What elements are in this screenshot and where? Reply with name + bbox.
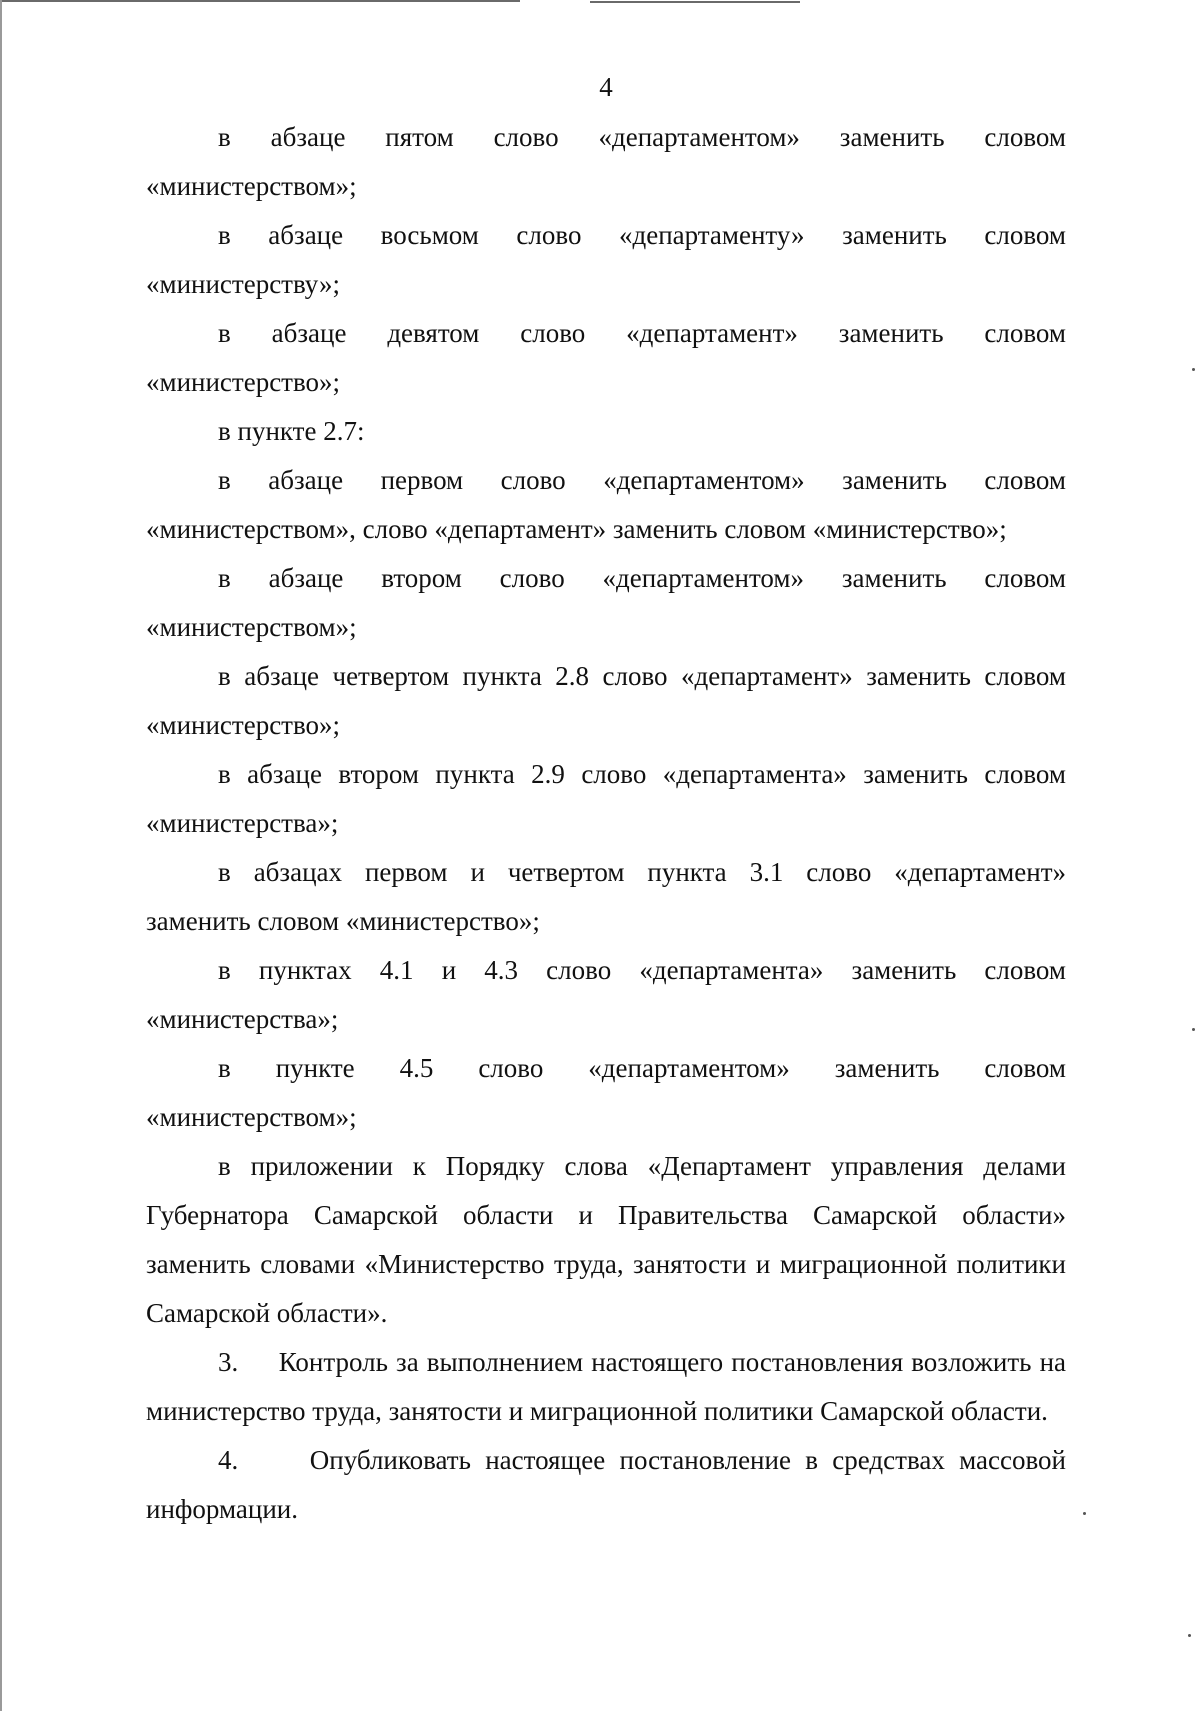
paragraph-first-line: в абзаце пятом слово «департаментом» заменить словом	[218, 122, 1066, 152]
paragraph-first-line: в абзаце первом слово «департаментом» заменить словом	[218, 465, 1066, 495]
clause-4-paragraph: 4. Опубликовать настоящее постановление в средствах массовой информации.	[146, 1445, 1066, 1524]
paragraph-continuation: «министерства»;	[146, 808, 339, 838]
scan-speck	[1192, 368, 1195, 371]
paragraph-continuation: «министерством», слово «департамент» заменить словом «министерство»;	[146, 514, 1007, 544]
amendment-paragraph	[146, 750, 1066, 848]
paragraph-continuation: «министерства»;	[146, 1004, 339, 1034]
amendment-paragraph	[146, 113, 1066, 211]
paragraph-continuation: «министерством»;	[146, 1102, 357, 1132]
paragraph-continuation: «министерство»;	[146, 367, 341, 397]
scan-speck	[1192, 1028, 1195, 1031]
amendment-paragraph: в приложении к Порядку слова «Департамент управления делами Губернатора Самарской области и Правительства Самарской области» заменить словами «Министерство труда, занятости и миграционной политики Самарской области».	[146, 1151, 1066, 1328]
paragraph-first-line: в пункте 4.5 слово «департаментом» заменить словом	[218, 1053, 1066, 1083]
paragraph-first-line: в абзаце восьмом слово «департаменту» заменить словом	[218, 220, 1066, 250]
amendment-paragraph	[146, 456, 1066, 554]
paragraph-first-line: в пунктах 4.1 и 4.3 слово «департамента» заменить словом	[218, 955, 1066, 985]
amendment-paragraph: в пункте 2.7:	[218, 416, 365, 446]
amendment-paragraph	[146, 652, 1066, 750]
amendment-paragraph	[146, 211, 1066, 309]
paragraph-continuation: «министерству»;	[146, 269, 340, 299]
page-number: 4	[599, 72, 613, 102]
scan-speck	[1188, 1634, 1191, 1637]
amendment-paragraph	[146, 309, 1066, 407]
paragraph-first-line: в абзаце четвертом пункта 2.8 слово «департамент» заменить словом	[218, 661, 1066, 691]
amendment-paragraph	[146, 1044, 1066, 1142]
scan-edge-left	[0, 0, 2, 1711]
scan-speck	[1083, 1512, 1086, 1515]
scan-edge-top-right	[590, 1, 800, 3]
document-body	[146, 113, 1066, 1534]
amendment-paragraph	[146, 554, 1066, 652]
paragraph-continuation: заменить словом «министерство»;	[146, 906, 540, 936]
paragraph-first-line: в абзаце втором пункта 2.9 слово «департамента» заменить словом	[218, 759, 1066, 789]
paragraph-first-line: в абзаце девятом слово «департамент» заменить словом	[218, 318, 1066, 348]
clause-3-paragraph: 3. Контроль за выполнением настоящего постановления возложить на министерство труда, занятости и миграционной политики Самарской области.	[146, 1347, 1066, 1426]
paragraph-continuation: «министерством»;	[146, 612, 357, 642]
amendment-paragraph	[146, 848, 1066, 946]
paragraph-first-line: в абзаце втором слово «департаментом» заменить словом	[218, 563, 1066, 593]
amendment-paragraph	[146, 946, 1066, 1044]
paragraph-continuation: «министерством»;	[146, 171, 357, 201]
paragraph-continuation: «министерство»;	[146, 710, 341, 740]
scan-edge-top	[0, 0, 520, 2]
paragraph-first-line: в абзацах первом и четвертом пункта 3.1 слово «департамент»	[218, 857, 1066, 887]
